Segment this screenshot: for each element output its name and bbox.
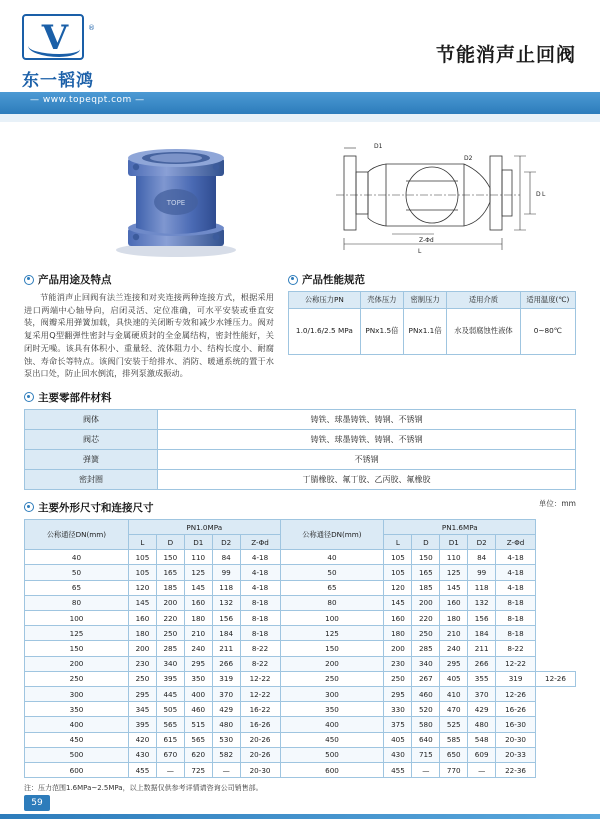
dim-cell: 20-30 [240, 762, 280, 777]
dim-cell: 565 [184, 732, 212, 747]
dim-cell: 99 [468, 565, 496, 580]
material-label: 密封圈 [25, 469, 158, 489]
dim-cell: 8-22 [240, 641, 280, 656]
page-header [0, 0, 600, 92]
dim-cell: 84 [468, 550, 496, 565]
dim-cell: 250 [412, 626, 440, 641]
footer-line [0, 814, 600, 819]
dim-cell: 450 [25, 732, 129, 747]
dim-cell: 50 [25, 565, 129, 580]
dim-cell: 200 [128, 641, 156, 656]
dim-cell: 250 [25, 671, 129, 686]
dim-header-cell: D2 [468, 535, 496, 550]
valve-photo [84, 132, 264, 260]
spec-cell: 0~80℃ [520, 308, 575, 354]
dim-cell: 12-22 [496, 656, 536, 671]
table-row [25, 611, 576, 626]
dimensions-body [25, 550, 576, 778]
dim-cell: 250 [280, 671, 384, 686]
dim-cell: 480 [468, 717, 496, 732]
dim-cell: 4-18 [240, 580, 280, 595]
table-row [25, 747, 576, 762]
dim-cell: 185 [156, 580, 184, 595]
logo-company-name: 东一韬鸿 [22, 71, 94, 91]
dim-cell: 4-18 [496, 550, 536, 565]
dim-cell: 505 [156, 702, 184, 717]
dim-cell: 480 [212, 717, 240, 732]
dim-cell: 400 [184, 686, 212, 701]
dim-header-dn-left: 公称通径DN(mm) [25, 519, 129, 549]
spec-block [288, 272, 576, 380]
dimensions-block [24, 500, 576, 778]
dim-cell: 429 [468, 702, 496, 717]
dim-cell: 285 [412, 641, 440, 656]
spec-header-row [289, 292, 576, 309]
dim-cell: 330 [384, 702, 412, 717]
dim-cell: 110 [184, 550, 212, 565]
svg-text:L: L [542, 191, 546, 198]
dim-cell: 285 [156, 641, 184, 656]
spec-header-cell: 适用介质 [447, 292, 521, 309]
materials-heading [24, 390, 576, 405]
logo-mark-icon [22, 14, 84, 60]
features-heading [24, 272, 274, 287]
dim-cell: 350 [280, 702, 384, 717]
dim-cell: 455 [384, 762, 412, 777]
dim-cell: 185 [412, 580, 440, 595]
logo-registered-icon: ® [88, 24, 95, 32]
dim-cell: 370 [468, 686, 496, 701]
dim-cell: 250 [128, 671, 156, 686]
dim-cell: 405 [384, 732, 412, 747]
footnote: 注：压力范围1.6MPa~2.5MPa，以上数据仅供参考详情请咨询公司销售部。 [24, 784, 263, 793]
dimensions-heading-text: 主要外形尺寸和连接尺寸 [38, 501, 154, 514]
table-row [25, 580, 576, 595]
svg-text:D: D [536, 191, 541, 198]
table-row [25, 732, 576, 747]
dim-cell: 715 [412, 747, 440, 762]
dim-cell: 300 [25, 686, 129, 701]
dim-cell: 150 [25, 641, 129, 656]
dim-cell: 345 [128, 702, 156, 717]
dim-cell: 4-18 [240, 550, 280, 565]
dim-cell: 211 [212, 641, 240, 656]
table-row [25, 595, 576, 610]
dim-cell: 295 [184, 656, 212, 671]
dim-header-cell: D1 [440, 535, 468, 550]
dim-cell: 340 [412, 656, 440, 671]
table-row [25, 565, 576, 580]
dim-header-cell: Z-Φd [496, 535, 536, 550]
dim-cell: 515 [184, 717, 212, 732]
dim-cell: 450 [280, 732, 384, 747]
dim-cell: 145 [384, 595, 412, 610]
dim-cell: 40 [280, 550, 384, 565]
svg-text:L: L [418, 248, 422, 255]
material-value: 铸铁、球墨铸铁、铸钢、不锈钢 [158, 429, 576, 449]
table-row [25, 449, 576, 469]
dim-cell: 725 [184, 762, 212, 777]
dim-cell: 500 [25, 747, 129, 762]
page-footer [0, 783, 600, 819]
dim-cell: 770 [440, 762, 468, 777]
dim-cell: 8-22 [496, 641, 536, 656]
dim-cell: 118 [468, 580, 496, 595]
dim-cell: 240 [440, 641, 468, 656]
dim-cell: 50 [280, 565, 384, 580]
dim-cell: 470 [440, 702, 468, 717]
dim-cell: 600 [25, 762, 129, 777]
dim-cell: — [468, 762, 496, 777]
dim-cell: — [156, 762, 184, 777]
dim-cell: 375 [384, 717, 412, 732]
dim-cell: 400 [25, 717, 129, 732]
table-row [25, 409, 576, 429]
spec-heading [288, 272, 576, 287]
dim-cell: 80 [25, 595, 129, 610]
dim-cell: 395 [128, 717, 156, 732]
dim-cell: 430 [128, 747, 156, 762]
materials-block [24, 390, 576, 490]
svg-text:D1: D1 [374, 143, 383, 150]
dim-cell: 20-30 [496, 732, 536, 747]
dim-cell: — [212, 762, 240, 777]
dim-cell: 145 [128, 595, 156, 610]
dim-header-cell: D [412, 535, 440, 550]
dim-header-cell: Z-Φd [240, 535, 280, 550]
dim-cell: 530 [212, 732, 240, 747]
dim-cell: 295 [384, 686, 412, 701]
table-row [25, 671, 576, 686]
dim-cell: 125 [280, 626, 384, 641]
spec-table [288, 291, 576, 355]
material-value: 不锈钢 [158, 449, 576, 469]
dim-cell: 16-26 [496, 702, 536, 717]
dim-cell: 125 [440, 565, 468, 580]
dim-cell: 211 [468, 641, 496, 656]
dim-cell: 200 [384, 641, 412, 656]
dim-cell: 355 [468, 671, 496, 686]
dim-cell: 525 [440, 717, 468, 732]
features-text: 节能消声止回阀有法兰连接和对夹连接两种连接方式，根据采用进口两端中心轴导向，启闭灵活、定位准确，可水平安装或垂直安装，阀瓣采用弹簧加载，具快速的关闭断专效和减少水锤压力。阀对复采用Q型翻弹性密封与金属硬质封的全金属结构，密封性能好，关闭时无噪。该具有体积小、重量轻、流体阻力小、结构长度小、耐腐蚀、寿命长等特点。该阀门安装于给排水、消防、暖通系统的置于水泵出口处，防止回水倒流，排列泵激成振动。 [24, 292, 274, 379]
material-value: 铸铁、球墨铸铁、铸钢、不锈钢 [158, 409, 576, 429]
dim-cell: 220 [412, 611, 440, 626]
dim-cell: 220 [156, 611, 184, 626]
dim-cell: 184 [212, 626, 240, 641]
dim-header-dn-right: 公称通径DN(mm) [280, 519, 384, 549]
table-row [25, 550, 576, 565]
dim-cell: 99 [212, 565, 240, 580]
dim-cell: 40 [25, 550, 129, 565]
svg-text:TOPE: TOPE [166, 199, 186, 207]
dim-cell: 620 [184, 747, 212, 762]
dim-cell: 16-26 [240, 717, 280, 732]
dim-cell: 615 [156, 732, 184, 747]
dim-cell: 350 [184, 671, 212, 686]
dim-cell: 8-22 [240, 656, 280, 671]
bullet-icon [288, 275, 298, 285]
spec-cell: 水及弱腐蚀性液体 [447, 308, 521, 354]
bullet-icon [24, 502, 34, 512]
features-spec-row [24, 272, 576, 380]
dim-cell: 405 [440, 671, 468, 686]
dim-cell: 150 [280, 641, 384, 656]
dim-cell: 410 [440, 686, 468, 701]
dim-cell: 160 [184, 595, 212, 610]
dim-cell: 455 [128, 762, 156, 777]
dim-cell: 20-26 [240, 732, 280, 747]
dim-cell: 12-26 [536, 671, 576, 686]
table-row [25, 702, 576, 717]
dim-cell: 340 [156, 656, 184, 671]
svg-text:D2: D2 [464, 155, 473, 162]
dim-cell: 8-18 [496, 595, 536, 610]
dim-cell: 4-18 [496, 565, 536, 580]
bullet-icon [24, 275, 34, 285]
dim-cell: 266 [468, 656, 496, 671]
dim-cell: 565 [156, 717, 184, 732]
material-label: 阀体 [25, 409, 158, 429]
dim-cell: 150 [412, 550, 440, 565]
logo-letter: V [41, 18, 69, 58]
dim-cell: 200 [25, 656, 129, 671]
spec-cell: 1.0/1.6/2.5 MPa [289, 308, 361, 354]
dim-cell: 200 [156, 595, 184, 610]
material-value: 丁腈橡胶、氟丁胶、乙丙胶、氟橡胶 [158, 469, 576, 489]
dim-cell: 460 [184, 702, 212, 717]
bullet-icon [24, 392, 34, 402]
dim-cell: 266 [212, 656, 240, 671]
dim-cell: 8-18 [240, 595, 280, 610]
dim-cell: 319 [212, 671, 240, 686]
dimensions-heading [24, 500, 576, 515]
dim-cell: 4-18 [240, 565, 280, 580]
dim-cell: 230 [128, 656, 156, 671]
table-row [25, 641, 576, 656]
features-block [24, 272, 274, 380]
website-url: — www.topeqpt.com — [30, 95, 145, 105]
dimensions-table [24, 519, 576, 778]
dim-cell: 430 [384, 747, 412, 762]
dim-cell: 429 [212, 702, 240, 717]
dim-cell: 8-18 [496, 611, 536, 626]
header-sub-bar [0, 114, 600, 122]
dim-cell: 184 [468, 626, 496, 641]
dim-cell: 609 [468, 747, 496, 762]
table-row [25, 717, 576, 732]
dim-cell: 240 [184, 641, 212, 656]
dim-cell: 132 [468, 595, 496, 610]
materials-heading-text: 主要零部件材料 [38, 391, 112, 404]
dim-cell: 520 [412, 702, 440, 717]
dim-cell: 180 [128, 626, 156, 641]
dim-cell: 295 [440, 656, 468, 671]
dim-cell: 120 [384, 580, 412, 595]
dim-cell: 105 [384, 550, 412, 565]
dim-cell: 84 [212, 550, 240, 565]
spec-cell: PNx1.5倍 [360, 308, 403, 354]
dim-cell: 16-22 [240, 702, 280, 717]
dim-header-cell: D [156, 535, 184, 550]
dim-group-header-pn16: PN1.6MPa [384, 519, 536, 534]
dim-cell: 319 [496, 671, 536, 686]
dim-header-cell: L [384, 535, 412, 550]
table-row [25, 626, 576, 641]
spec-data-row [289, 308, 576, 354]
dim-cell: 210 [440, 626, 468, 641]
dim-cell: 100 [280, 611, 384, 626]
dim-header-cell: D2 [212, 535, 240, 550]
dim-cell: 370 [212, 686, 240, 701]
dim-cell: 22-36 [496, 762, 536, 777]
dim-cell: 200 [412, 595, 440, 610]
dim-cell: 118 [212, 580, 240, 595]
dim-cell: 445 [156, 686, 184, 701]
dim-cell: 105 [384, 565, 412, 580]
dim-cell: 150 [156, 550, 184, 565]
dim-cell: 145 [184, 580, 212, 595]
page-content [0, 126, 600, 794]
dim-cell: 230 [384, 656, 412, 671]
dim-cell: 110 [440, 550, 468, 565]
dim-cell: 400 [280, 717, 384, 732]
dimensions-group-header-row [25, 519, 576, 534]
dim-cell: 105 [128, 565, 156, 580]
dim-cell: 600 [280, 762, 384, 777]
spec-heading-text: 产品性能规范 [302, 274, 365, 286]
dim-cell: 650 [440, 747, 468, 762]
table-row [25, 429, 576, 449]
dim-cell: 125 [184, 565, 212, 580]
dim-cell: 295 [128, 686, 156, 701]
features-heading-text: 产品用途及特点 [38, 274, 112, 286]
dim-group-header-pn10: PN1.0MPa [128, 519, 280, 534]
dim-cell: 156 [212, 611, 240, 626]
dim-cell: 350 [25, 702, 129, 717]
dim-cell: 12-26 [496, 686, 536, 701]
dim-header-cell: L [128, 535, 156, 550]
spec-header-cell: 壳体压力 [360, 292, 403, 309]
dim-cell: 65 [25, 580, 129, 595]
dim-cell: 145 [440, 580, 468, 595]
dim-cell: 65 [280, 580, 384, 595]
dim-cell: 300 [280, 686, 384, 701]
technical-drawing [314, 126, 549, 266]
dim-cell: 180 [184, 611, 212, 626]
material-label: 弹簧 [25, 449, 158, 469]
page-number: 59 [24, 795, 50, 811]
spec-cell: PNx1.1倍 [403, 308, 446, 354]
dim-cell: 420 [128, 732, 156, 747]
dim-cell: 20-26 [240, 747, 280, 762]
dim-cell: 8-18 [496, 626, 536, 641]
materials-table [24, 409, 576, 490]
dim-cell: 156 [468, 611, 496, 626]
dim-cell: 585 [440, 732, 468, 747]
dim-cell: 160 [384, 611, 412, 626]
dim-cell: 580 [412, 717, 440, 732]
dim-cell: 582 [212, 747, 240, 762]
dim-cell: 180 [440, 611, 468, 626]
dim-cell: 210 [184, 626, 212, 641]
dim-cell: 165 [156, 565, 184, 580]
dim-cell: 100 [25, 611, 129, 626]
material-label: 阀芯 [25, 429, 158, 449]
dim-cell: 165 [412, 565, 440, 580]
spec-header-cell: 适用温度(℃) [520, 292, 575, 309]
dim-cell: 16-30 [496, 717, 536, 732]
dim-cell: 250 [384, 671, 412, 686]
svg-text:Z-Φd: Z-Φd [419, 237, 434, 244]
figures-row [24, 126, 576, 266]
dim-cell: 80 [280, 595, 384, 610]
dim-cell: 132 [212, 595, 240, 610]
dim-cell: 640 [412, 732, 440, 747]
dim-cell: 200 [280, 656, 384, 671]
dim-cell: 670 [156, 747, 184, 762]
dim-cell: 548 [468, 732, 496, 747]
dim-cell: 500 [280, 747, 384, 762]
dim-cell: 12-22 [240, 671, 280, 686]
dim-cell: 160 [128, 611, 156, 626]
table-row [25, 656, 576, 671]
dim-cell: 8-18 [240, 626, 280, 641]
dim-cell: 105 [128, 550, 156, 565]
dim-cell: 12-22 [240, 686, 280, 701]
dim-cell: 120 [128, 580, 156, 595]
dim-cell: 8-18 [240, 611, 280, 626]
dim-cell: — [412, 762, 440, 777]
dim-header-cell: D1 [184, 535, 212, 550]
dim-cell: 267 [412, 671, 440, 686]
dim-cell: 395 [156, 671, 184, 686]
dim-cell: 125 [25, 626, 129, 641]
dim-cell: 4-18 [496, 580, 536, 595]
page-title: 节能消声止回阀 [435, 44, 576, 66]
dim-cell: 20-33 [496, 747, 536, 762]
company-logo [22, 14, 192, 91]
spec-header-cell: 密制压力 [403, 292, 446, 309]
spec-header-cell: 公称压力PN [289, 292, 361, 309]
dim-cell: 180 [384, 626, 412, 641]
table-row [25, 762, 576, 777]
table-row [25, 469, 576, 489]
dim-cell: 250 [156, 626, 184, 641]
table-row [25, 686, 576, 701]
dim-cell: 460 [412, 686, 440, 701]
dim-cell: 160 [440, 595, 468, 610]
dimensions-unit: 单位：mm [538, 498, 576, 508]
